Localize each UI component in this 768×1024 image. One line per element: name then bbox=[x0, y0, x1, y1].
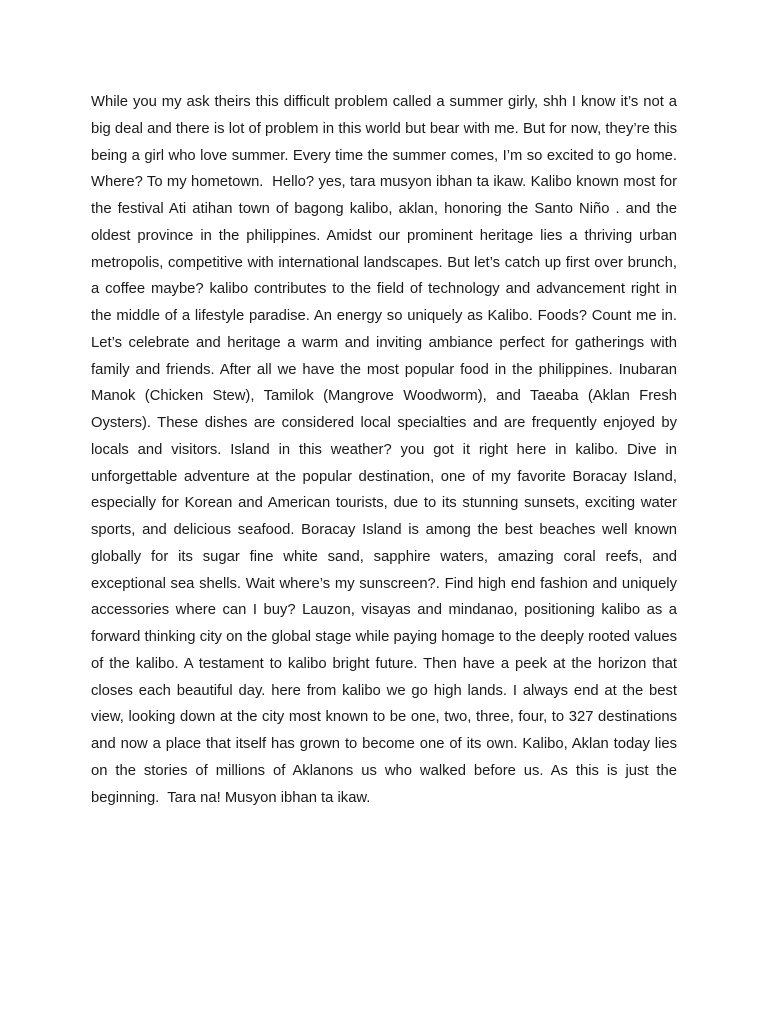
body-paragraph: While you my ask theirs this difficult problem called a summer girly, shh I know it’s not a big deal and there is lot of problem in this world but bear with me. But for now, they’re this being a girl who love summer. Every time the summer comes, I’m so excited to go home. Where? To my hometown. Hello? yes, tara musyon ibhan ta ikaw. Kalibo known most for the festival Ati atihan town of bagong kalibo, aklan, honoring the Santo Niño . and the oldest province in the philippines. Amidst our prominent heritage lies a thriving urban metropolis, competitive with international landscapes. But let’s catch up first over brunch, a coffee maybe? kalibo contributes to the field of technology and advancement right in the middle of a lifestyle paradise. An energy so uniquely as Kalibo. Foods? Count me in. Let’s celebrate and heritage a warm and inviting ambiance perfect for gatherings with family and friends. After all we have the most popular food in the philippines. Inubaran Manok (Chicken Stew), Tamilok (Mangrove Woodworm), and Taeaba (Aklan Fresh Oysters). These dishes are considered local specialties and are frequently enjoyed by locals and visitors. Island in this weather? you got it right here in kalibo. Dive in unforgettable adventure at the popular destination, one of my favorite Boracay Island, especially for Korean and American tourists, due to its stunning sunsets, exciting water sports, and delicious seafood. Boracay Island is among the best beaches well known globally for its sugar fine white sand, sapphire waters, amazing coral reefs, and exceptional sea shells. Wait where’s my sunscreen?. Find high end fashion and uniquely accessories where can I buy? Lauzon, visayas and mindanao, positioning kalibo as a forward thinking city on the global stage while paying homage to the deeply rooted values of the kalibo. A testament to kalibo bright future. Then have a peek at the horizon that closes each beautiful day. here from kalibo we go high lands. I always end at the best view, looking down at the city most known to be one, two, three, four, to 327 destinations and now a place that itself has grown to become one of its own. Kalibo, Aklan today lies on the stories of millions of Aklanons us who walked before us. As this is just the beginning. Tara na! Musyon ibhan ta ikaw. bbox=[91, 94, 682, 806]
